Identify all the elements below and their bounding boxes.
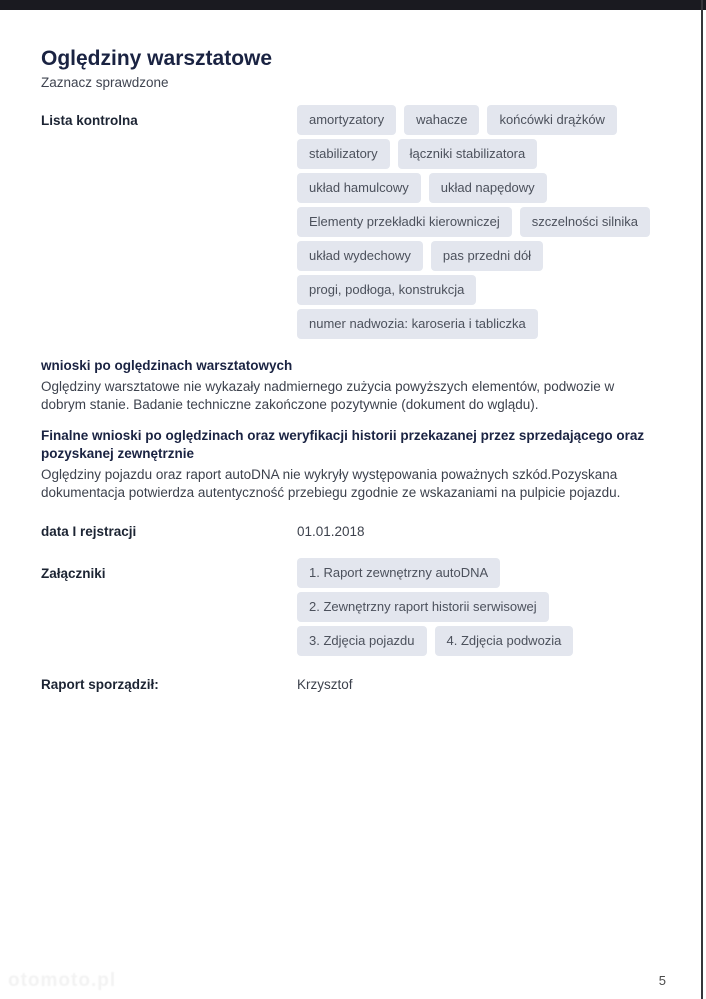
checklist-chip-row	[297, 139, 659, 169]
checklist-chip: pas przedni dół	[431, 241, 543, 271]
page-right-border	[701, 0, 703, 999]
checklist-chip-row	[297, 173, 659, 203]
final-conclusions-body: Oględziny pojazdu oraz raport autoDNA nie wykryły występowania poważnych szkód.Pozyskana dokumentacja potwierdza autentyczność przebiegu zgodnie ze wskazaniami na pulpicie pojazdu.	[41, 467, 621, 500]
checklist-chip: łączniki stabilizatora	[398, 139, 538, 169]
attachments-chips	[297, 558, 659, 660]
checklist-chip-row	[297, 207, 659, 237]
checklist-chips	[297, 105, 659, 343]
checklist-chip: układ wydechowy	[297, 241, 423, 271]
attachments-section	[41, 558, 659, 660]
page-content	[0, 10, 700, 694]
registration-date-row	[41, 523, 659, 541]
checklist-chip-row	[297, 275, 659, 305]
registration-date-label: data I rejstracji	[41, 524, 137, 540]
attachment-chip: 1. Raport zewnętrzny autoDNA	[297, 558, 500, 588]
checklist-chip: szczelności silnika	[520, 207, 650, 237]
final-conclusions-heading: Finalne wnioski po oględzinach oraz weryfikacji historii przekazanej przez sprzedającego oraz pozyskanej zewnętrznie	[41, 428, 645, 461]
checklist-chip-row	[297, 241, 659, 271]
workshop-conclusions-heading: wnioski po oględzinach warsztatowych	[41, 357, 293, 373]
attachment-chip-row	[297, 592, 659, 622]
report-author-label: Raport sporządził:	[41, 677, 159, 693]
workshop-conclusions-body: Oględziny warsztatowe nie wykazały nadmiernego zużycia powyższych elementów, podwozie w dobrym stanie. Badanie techniczne zakończone pozytywnie (dokument do wglądu).	[41, 379, 615, 412]
page-number: 5	[658, 973, 666, 988]
report-author-row	[41, 676, 659, 694]
registration-date-value: 01.01.2018	[297, 524, 365, 540]
checklist-chip: amortyzatory	[297, 105, 396, 135]
watermark: otomoto.pl	[8, 970, 117, 991]
attachment-chip: 3. Zdjęcia pojazdu	[297, 626, 427, 656]
attachment-chip-row	[297, 558, 659, 588]
top-bar	[0, 0, 706, 10]
checklist-section	[41, 105, 659, 343]
checklist-chip: stabilizatory	[297, 139, 390, 169]
attachments-label: Załączniki	[41, 566, 106, 582]
checklist-chip-row	[297, 309, 659, 339]
checklist-chip: wahacze	[404, 105, 479, 135]
report-author-value: Krzysztof	[297, 677, 353, 693]
checklist-chip-row	[297, 105, 659, 135]
checklist-chip: Elementy przekładki kierowniczej	[297, 207, 512, 237]
attachment-chip-row	[297, 626, 659, 656]
page-title: Oględziny warsztatowe	[41, 47, 273, 70]
attachment-chip: 2. Zewnętrzny raport historii serwisowej	[297, 592, 549, 622]
checklist-chip: numer nadwozia: karoseria i tabliczka	[297, 309, 538, 339]
checklist-chip: układ napędowy	[429, 173, 547, 203]
attachment-chip: 4. Zdjęcia podwozia	[435, 626, 574, 656]
checklist-chip: progi, podłoga, konstrukcja	[297, 275, 476, 305]
checklist-label: Lista kontrolna	[41, 112, 138, 128]
page-subtitle: Zaznacz sprawdzone	[41, 75, 169, 91]
workshop-conclusions-section	[41, 357, 659, 414]
checklist-chip: układ hamulcowy	[297, 173, 421, 203]
final-conclusions-section	[41, 427, 659, 501]
checklist-chip: końcówki drążków	[487, 105, 617, 135]
